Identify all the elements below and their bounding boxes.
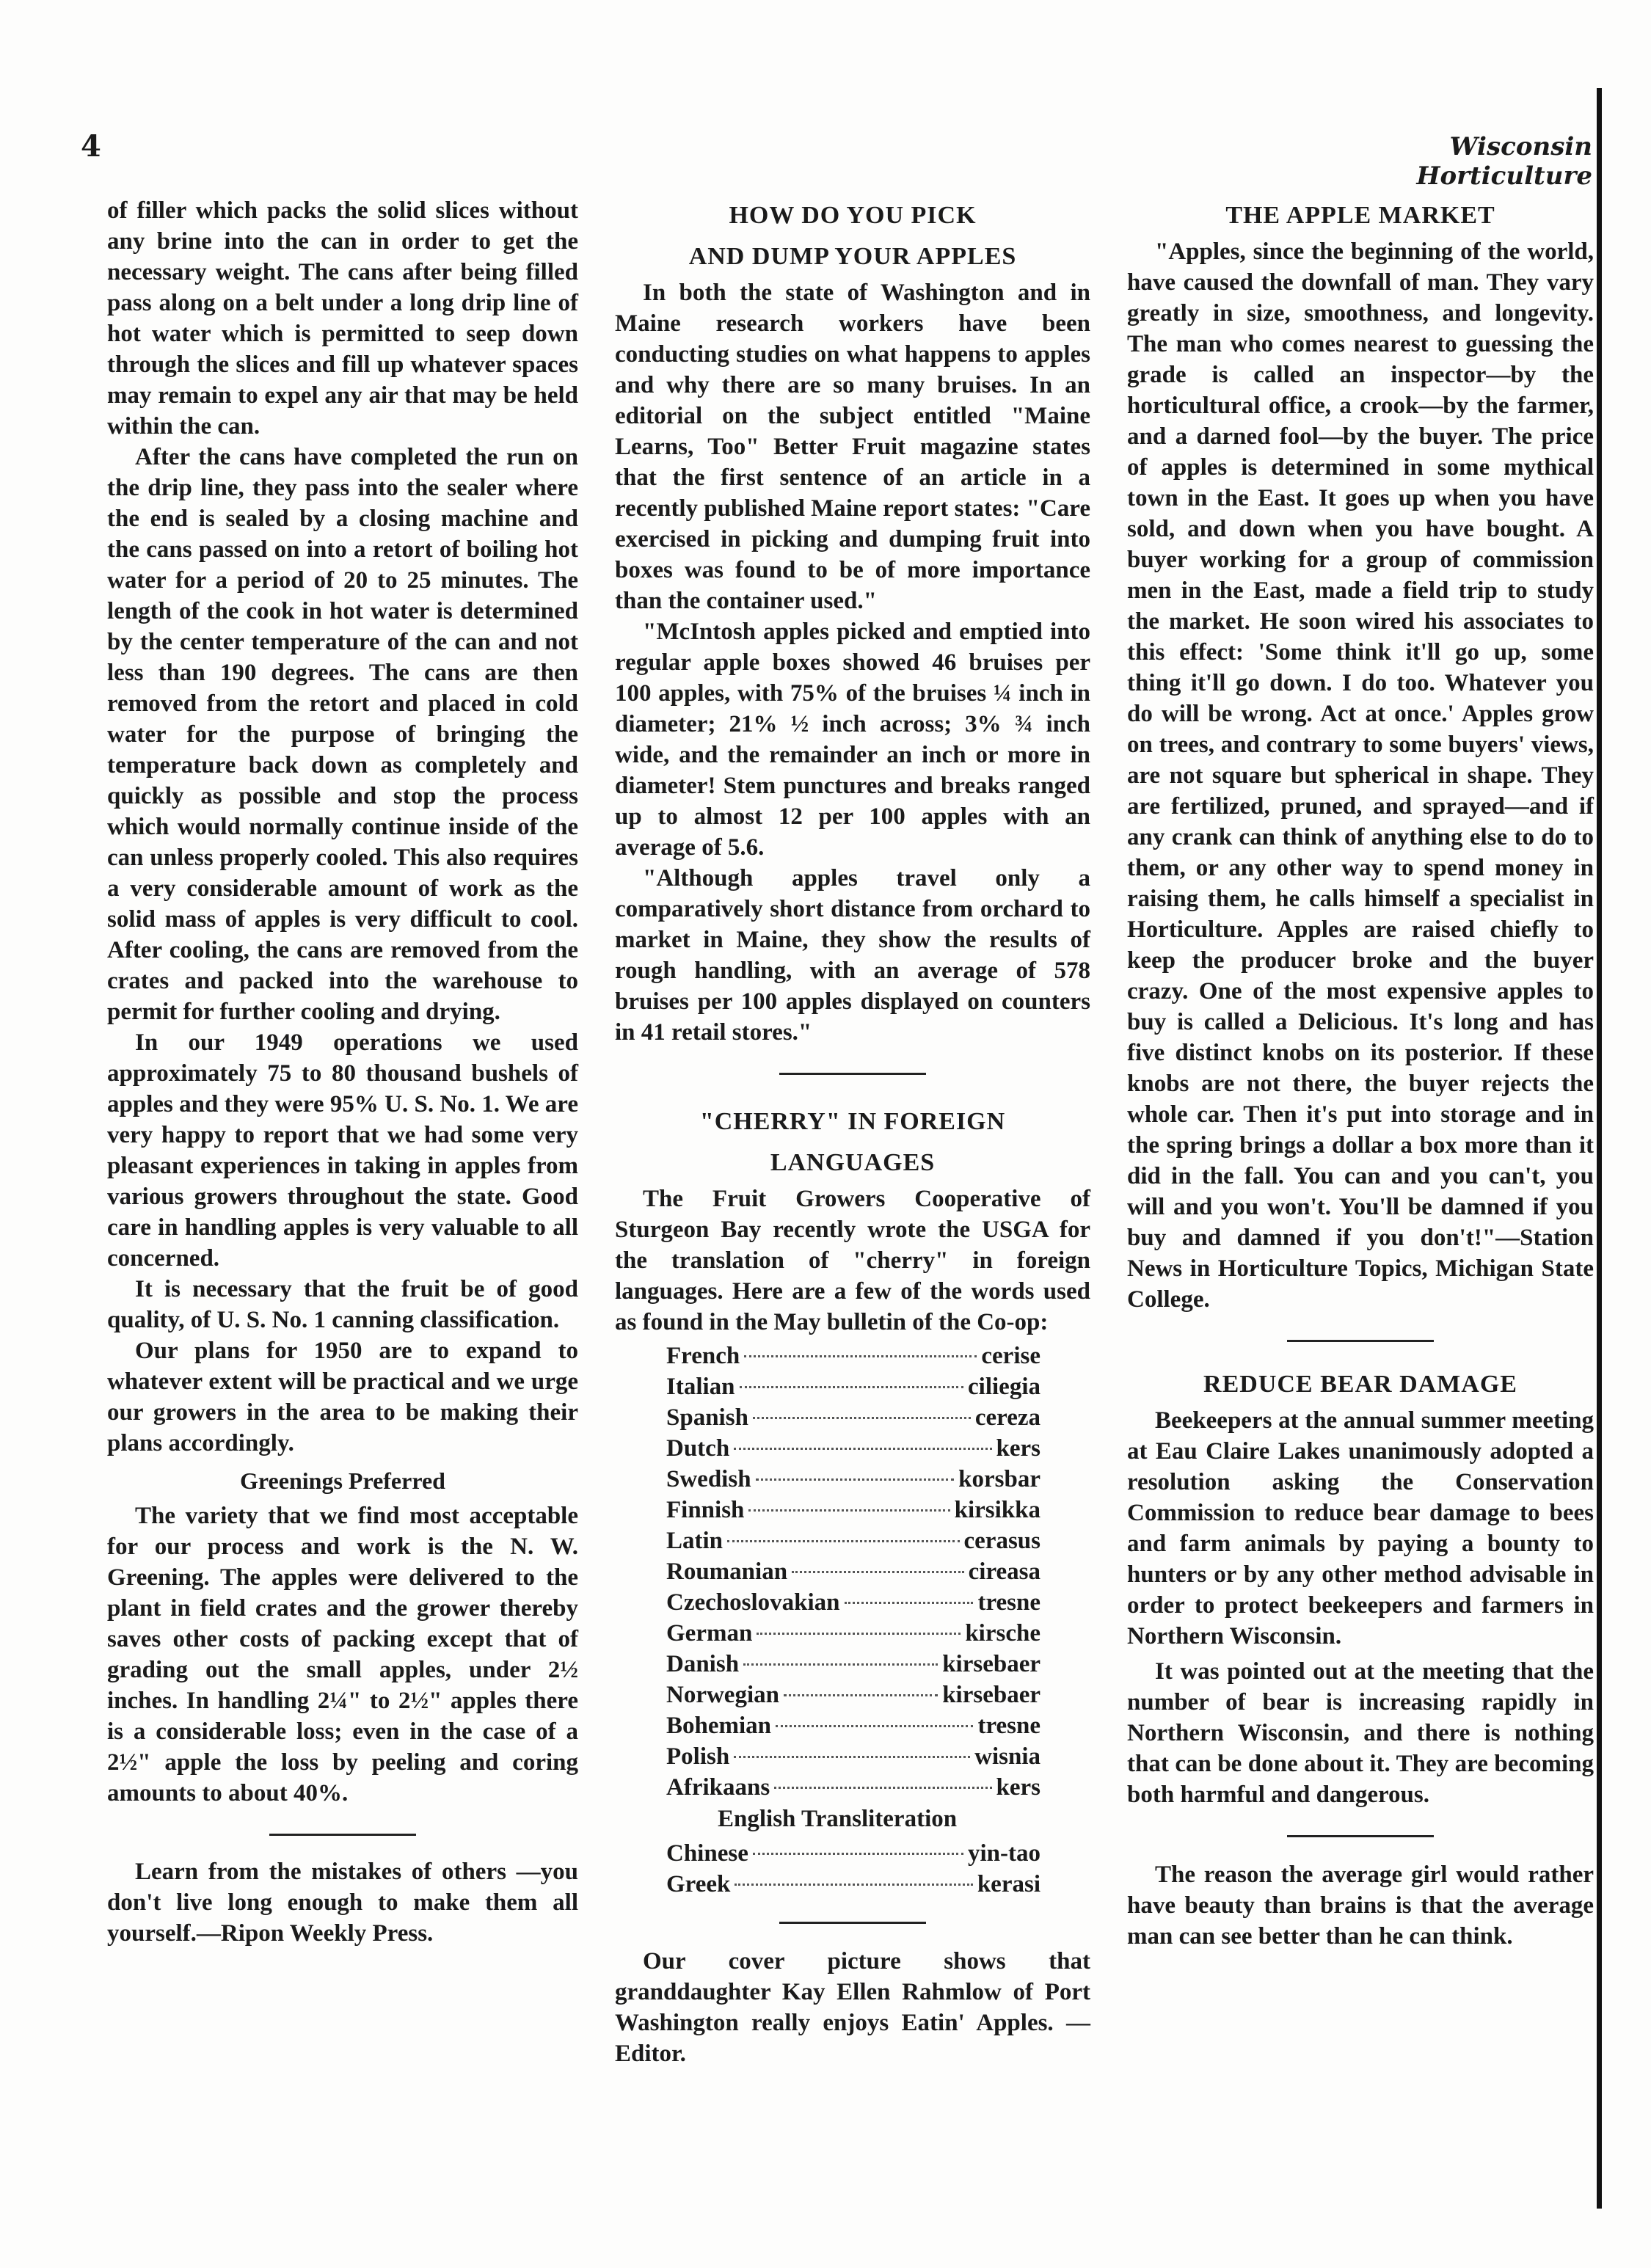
- dot-leader: [748, 1509, 950, 1512]
- cover-picture-note: Our cover picture shows that granddaughter Kay Ellen Rahmlow of Port Washington really enjoys Eatin' Apples. —Editor.: [615, 1948, 1090, 2067]
- list-item: [666, 1649, 1040, 1680]
- translation-word: tresne: [977, 1589, 1040, 1616]
- translation-word: korsbar: [958, 1466, 1040, 1492]
- bear-article: [1127, 1405, 1594, 1810]
- translation-word: kirsikka: [954, 1497, 1040, 1523]
- language-name: Polish: [666, 1743, 730, 1770]
- article-paragraph: It is necessary that the fruit be of good quality, of U. S. No. 1 canning classification.: [107, 1276, 578, 1333]
- language-name: Dutch: [666, 1435, 730, 1462]
- filler-quote: Learn from the mistakes of others —you don't live long enough to make them all yourself.—Ripon Weekly Press.: [107, 1859, 578, 1947]
- article-title: HOW DO YOU PICK: [729, 202, 977, 229]
- article-paragraph: In both the state of Washington and in Maine research workers have been conducting studies on what happens to apples and why there are so many bruises. In an editorial on the subject entitled "Maine Learns, Too" Better Fruit magazine states that the first sentence of an article in a recently published Maine report states: "Care exercised in picking and dumping fruit into boxes was found to be of more importance than the container used.": [615, 280, 1090, 614]
- article-title: REDUCE BEAR DAMAGE: [1203, 1371, 1517, 1398]
- language-name: Danish: [666, 1651, 740, 1677]
- language-name: French: [666, 1343, 740, 1369]
- translation-word: cerasus: [963, 1528, 1040, 1554]
- transliteration-list: [666, 1838, 1040, 1900]
- translation-word: kers: [996, 1435, 1040, 1462]
- list-item: [666, 1433, 1040, 1464]
- list-item: [666, 1556, 1040, 1587]
- article-paragraph: Beekeepers at the annual summer meeting at Eau Claire Lakes unanimously adopted a resolution asking the Conservation Commission to reduce bear damage to bees and farm animals by paying a bounty to hunters or by any other method advisable in order to protect beekeepers and farmers in Northern Wisconsin.: [1127, 1407, 1594, 1649]
- pick-dump-article: [615, 277, 1090, 1048]
- translation-word: yin-tao: [968, 1840, 1040, 1867]
- article-paragraph: "Although apples travel only a comparatively short distance from orchard to market in Maine, they show the results of rough handling, with an average of 578 bruises per 100 apples displayed on counters in 41 retail stores.": [615, 865, 1090, 1046]
- dot-leader: [740, 1386, 964, 1388]
- dot-leader: [845, 1602, 974, 1604]
- translation-word: kirsebaer: [942, 1651, 1040, 1677]
- translation-word: wisnia: [974, 1743, 1040, 1770]
- language-name: Chinese: [666, 1840, 748, 1867]
- section-divider: [1287, 1340, 1434, 1342]
- translation-word: kers: [996, 1774, 1040, 1801]
- article-paragraph: It was pointed out at the meeting that the number of bear is increasing rapidly in Northern Wisconsin, and there is nothing that can be done about it. They are becoming both harmful and dangerous.: [1127, 1658, 1594, 1808]
- section-divider: [779, 1922, 926, 1924]
- translation-word: ciliegia: [968, 1374, 1040, 1400]
- dot-leader: [774, 1787, 991, 1789]
- dot-leader: [776, 1725, 973, 1727]
- language-name: German: [666, 1620, 753, 1647]
- dot-leader: [753, 1417, 971, 1419]
- language-name: Greek: [666, 1871, 731, 1897]
- subheading-greenings: Greenings Preferred: [240, 1467, 445, 1494]
- dot-leader: [734, 1448, 991, 1450]
- article-paragraph: "McIntosh apples picked and emptied into regular apple boxes showed 46 bruises per 100 apples, with 75% of the bruises ¼ inch in diameter; 21% ½ inch across; 3% ¾ inch wide, and the remainder an inch or more in diameter! Stem punctures and breaks ranged up to almost 12 per 100 apples with an average of 5.6.: [615, 619, 1090, 861]
- dot-leader: [753, 1853, 963, 1855]
- translation-word: tresne: [977, 1713, 1040, 1739]
- article-title: AND DUMP YOUR APPLES: [688, 243, 1017, 270]
- article-paragraph: of filler which packs the solid slices without any brine into the can in order to get the necessary weight. The cans after being filled pass along on a belt under a long drip line of hot water which is permitted to seep down through the slices and fill up whatever spaces may remain to expel any air that may be held within the can.: [107, 197, 578, 440]
- dot-leader: [784, 1694, 938, 1696]
- section-divider: [779, 1073, 926, 1075]
- translation-word: kerasi: [977, 1871, 1040, 1897]
- article-paragraph: "Apples, since the beginning of the world, have caused the downfall of man. They vary greatly in size, smoothness, and longevity. The man who comes nearest to guessing the grade is called an inspector—by the horticultural office, a crook—by the farmer, and a darned fool—by the buyer. The price of apples is determined in some mythical town in the East. It goes up when you have sold, and down when you have bought. A buyer working for a group of commission men in the East, made a field trip to study the market. He soon wired his associates to this effect: 'Some think it'll go up, some thing it'll go down. I do too. Whatever you do will be wrong. Act at once.' Apples grow on trees, and contrary to some buyers' views, are not square but spherical in shape. They are fertilized, pruned, and sprayed—and if any crank can think of anything else to do to them, or any other way to spend money in raising them, he calls himself a specialist in Horticulture. Apples are raised chiefly to keep the producer broke and the buyer crazy. One of the most expensive apples to buy is called a Delicious. It's long and has five distinct knobs on its posterior. If these knobs are not there, the buyer rejects the whole car. Then it's put into storage and in the spring brings a dollar a box more than it did in the fall. You can and you can't, you will and you won't. You'll be damned if you buy and damned if you don't!"—Station News in Horticulture Topics, Michigan State College.: [1127, 238, 1594, 1313]
- language-name: Afrikaans: [666, 1774, 770, 1801]
- list-item: [666, 1838, 1040, 1869]
- list-item: [666, 1402, 1040, 1433]
- language-name: Norwegian: [666, 1682, 779, 1708]
- list-item: [666, 1464, 1040, 1495]
- section-divider: [1287, 1835, 1434, 1837]
- list-item: [666, 1869, 1040, 1900]
- list-item: [666, 1618, 1040, 1649]
- list-item: [666, 1495, 1040, 1525]
- translation-word: cereza: [974, 1404, 1040, 1431]
- list-item: [666, 1710, 1040, 1741]
- dot-leader: [743, 1663, 938, 1666]
- section-divider: [269, 1834, 416, 1836]
- column-3: [1127, 195, 1594, 1952]
- list-item: [666, 1371, 1040, 1402]
- translation-word: cireasa: [968, 1558, 1040, 1585]
- list-item: [666, 1772, 1040, 1803]
- article-paragraph: The variety that we find most acceptable for our process and work is the N. W. Greening. The apples were delivered to the plant in field crates and the grower thereby saves other costs of packing except that of grading out the small apples, under 2½ inches. In handling 2¼" to 2½" apples there is a considerable loss; even in the case of a 2½" apple the loss by peeling and coring amounts to about 40%.: [107, 1503, 578, 1806]
- transliteration-heading: English Transliteration: [718, 1806, 958, 1832]
- language-name: Swedish: [666, 1466, 751, 1492]
- translation-word: kirsche: [965, 1620, 1040, 1647]
- dot-leader: [757, 1633, 961, 1635]
- language-name: Bohemian: [666, 1713, 772, 1739]
- language-name: Czechoslovakian: [666, 1589, 840, 1616]
- translation-word: kirsebaer: [942, 1682, 1040, 1708]
- column-2: [615, 195, 1090, 2069]
- article-paragraph: The Fruit Growers Cooperative of Sturgeon Bay recently wrote the USGA for the translation of "cherry" in foreign languages. Here are a few of the words used as found in the May bulletin of the Co-op:: [615, 1186, 1090, 1335]
- translation-word: cerise: [981, 1343, 1040, 1369]
- cherry-translation-list: [666, 1341, 1040, 1803]
- list-item: [666, 1587, 1040, 1618]
- article-title: "CHERRY" IN FOREIGN: [699, 1108, 1006, 1135]
- list-item: [666, 1680, 1040, 1710]
- language-name: Finnish: [666, 1497, 745, 1523]
- list-item: [666, 1741, 1040, 1772]
- article-paragraph: Our plans for 1950 are to expand to whatever extent will be practical and we urge our growers in the area to be making their plans accordingly.: [107, 1338, 578, 1456]
- list-item: [666, 1341, 1040, 1371]
- cannery-article: [107, 195, 578, 1459]
- language-name: Italian: [666, 1374, 735, 1400]
- article-paragraph: After the cans have completed the run on the drip line, they pass into the sealer where the end is sealed by a closing machine and the cans passed on into a retort of boiling hot water for a period of 20 to 25 minutes. The length of the cook in hot water is determined by the center temperature of the can and not less than 190 degrees. The cans are then removed from the retort and placed in cold water for the purpose of bringing the temperature back down as completely and quickly as possible and stop the process which would normally continue inside of the can unless properly cooled. This also requires a very considerable amount of work as the solid mass of apples is very difficult to cool. After cooling, the cans are removed from the crates and packed into the warehouse to permit for further cooling and drying.: [107, 444, 578, 1025]
- dot-leader: [727, 1540, 959, 1542]
- language-name: Roumanian: [666, 1558, 788, 1585]
- page-edge-rule: [1597, 88, 1602, 2209]
- dot-leader: [792, 1571, 964, 1573]
- dot-leader: [744, 1355, 977, 1357]
- article-title: THE APPLE MARKET: [1225, 202, 1495, 229]
- language-name: Latin: [666, 1528, 724, 1554]
- list-item: [666, 1525, 1040, 1556]
- dot-leader: [756, 1478, 955, 1481]
- running-head: Wisconsin Horticulture: [1416, 132, 1592, 191]
- dot-leader: [735, 1884, 972, 1886]
- language-name: Spanish: [666, 1404, 748, 1431]
- column-1: [107, 195, 578, 1949]
- dot-leader: [734, 1756, 970, 1758]
- article-title: LANGUAGES: [770, 1149, 936, 1176]
- filler-quote: The reason the average girl would rather have beauty than brains is that the average man can see better than he can think.: [1127, 1862, 1594, 1950]
- article-paragraph: In our 1949 operations we used approximately 75 to 80 thousand bushels of apples and they were 95% U. S. No. 1. We are very happy to report that we had some very pleasant experiences in taking in apples from various growers throughout the state. Good care in handling apples is very valuable to all concerned.: [107, 1029, 578, 1272]
- page-number: 4: [81, 129, 101, 164]
